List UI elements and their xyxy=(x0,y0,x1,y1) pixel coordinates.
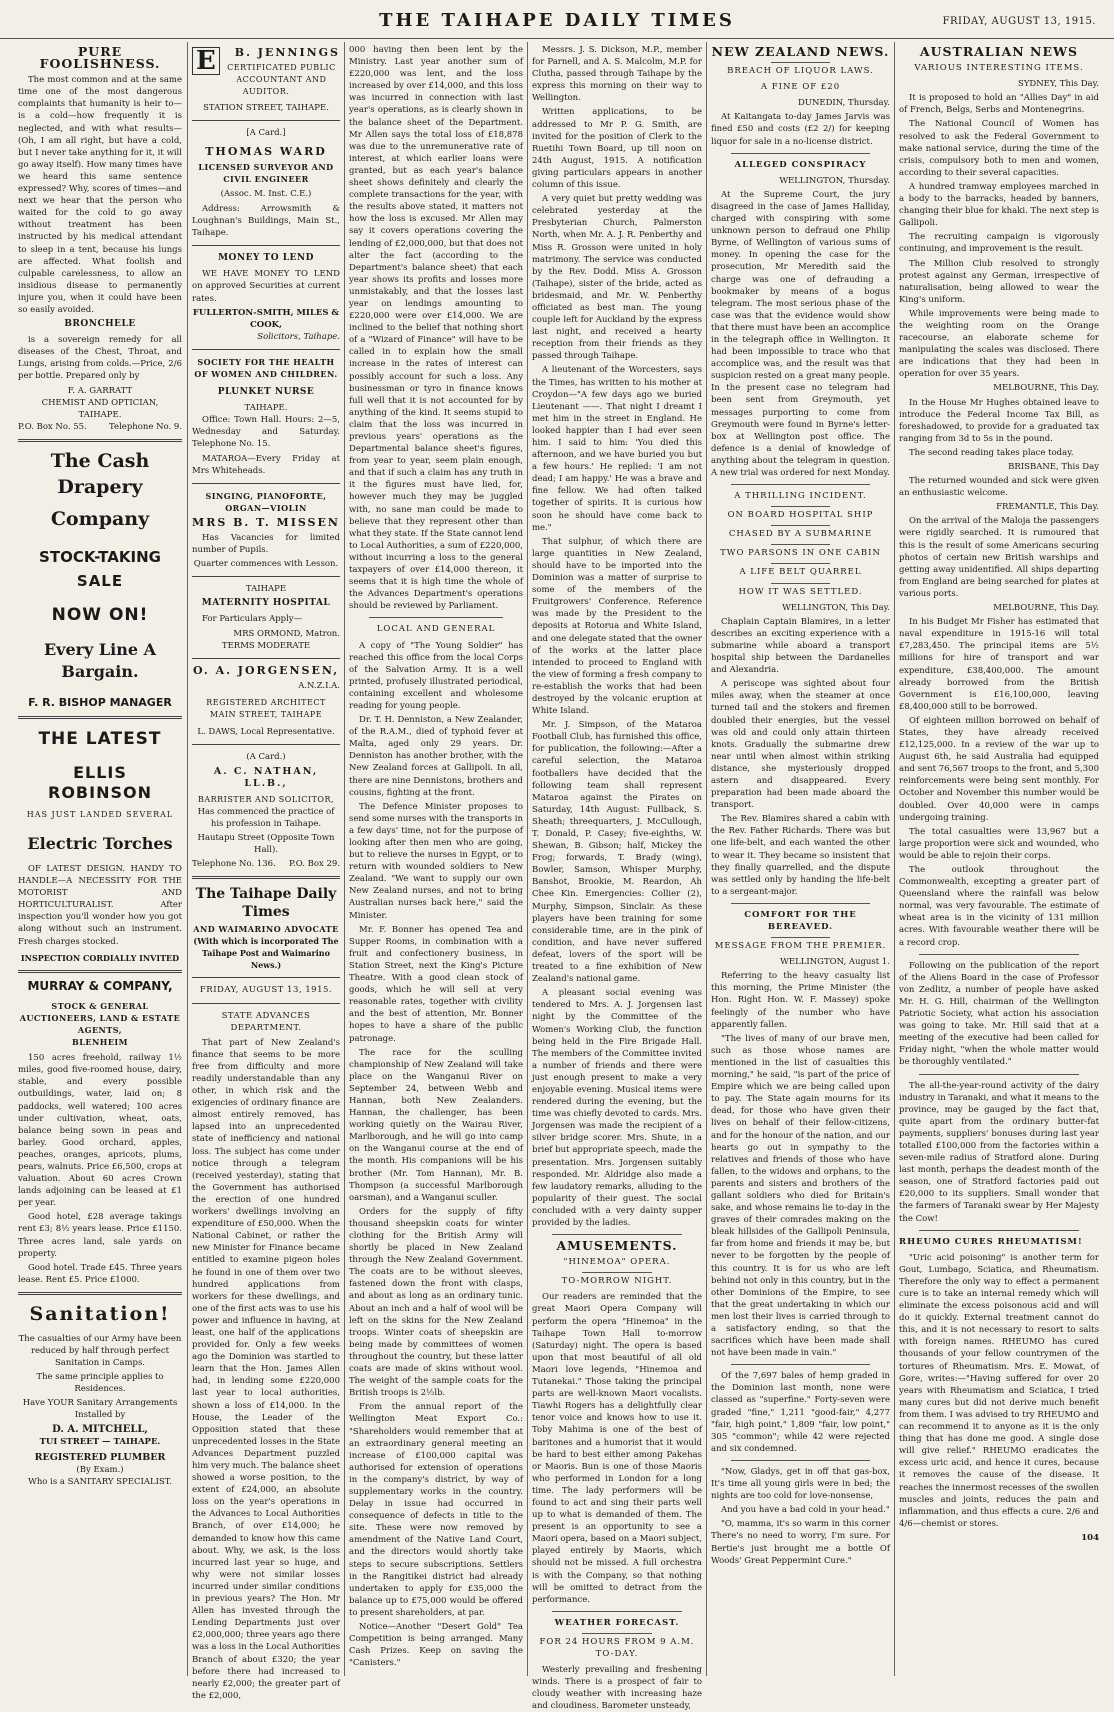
mitchell-exam: (By Exam.) xyxy=(76,1464,124,1475)
wellington-dateline-3: WELLINGTON, August 1. xyxy=(780,957,890,968)
wellington-dateline-1: WELLINGTON, Thursday. xyxy=(779,175,890,186)
nz-item-1: At Kaitangata to-day James Jarvis was fined £50 and costs (£2 2/) for keeping liquor for sale in a no-license district. xyxy=(711,112,890,147)
local-item-4: Mr. F. Bonner has opened Tea and Supper Rooms, in combination with a fruit and confectionery business, in Station Street, next the King's Picture Theatre. With a good clean stock of goods, which he will sell at very reasonable rates, together with civility and the best of attention, Mr. Bonner hopes to have a share of the public patronage. xyxy=(349,924,523,1044)
chemist-phone: Telephone No. 9. xyxy=(109,421,182,432)
divider xyxy=(369,617,503,618)
column-rule xyxy=(187,42,188,1676)
column-rule xyxy=(706,42,707,1676)
divider xyxy=(192,977,340,978)
aus-item-6: While improvements were being made to the weighting room on the Orange racecourse, an elaborate scheme for manipulating the scales was disclosed. There are indications that they had been in operation for over 35 years. xyxy=(899,308,1099,380)
electric-torches: Electric Torches xyxy=(27,834,173,853)
hinemoa-body: Our readers are reminded that the great Maori Opera Company will perform the opera "Hinemoa" in the Taihape Town Hall to-morrow (Saturday) night. The opera is based upon that most beautiful of all old Maori love legends, "Hinemoa and Tutanekai." Those taking the principal parts are well-known Maori vocalists. Tiawhi Rogers has a delightfully clear tenor voice and knows how to use it. Toby Mahima is one of the best of baritones and a humorist that it would be hard to best either among Pakehas or Maoris. Bun is one of those Maoris who performed in London for a long time. The lady performers will be found to act and sing their parts well up to what is demanded of them. The present is an opportunity to see a Maori opera, based on a Maori subject, played entirely by Maoris, which should not be missed. A full orchestra is with the Company, so that nothing will be omitted to detract from the performance. xyxy=(532,1292,702,1605)
mitchell-name: D. A. MITCHELL, xyxy=(52,1423,148,1435)
aus-item-4: The recruiting campaign is vigorously continuing, and improvement is the result. xyxy=(899,232,1099,255)
divider xyxy=(582,1272,652,1273)
local-item-13: That sulphur, of which there are large quantities in New Zealand, should have to be imported into the Dominion was a matter of surprise to some of the members of the Fruitgrowers' Conference. Reference was made by the President to the deposits at Rotorua and White Island, and one delegate stated that the owner of the works at the latter place intended to proceed to England with the view of forming a fresh company to re-establish the works that had been destroyed by the volcanic eruption at White Island. xyxy=(532,536,702,717)
tomorrow-heading: TO-MORROW NIGHT. xyxy=(561,1276,673,1287)
breach-heading: BREACH OF LIQUOR LAWS. xyxy=(727,66,874,77)
comfort-heading: COMFORT FOR THE BEREAVED. xyxy=(744,909,857,932)
local-item-5: The race for the sculling championship of New Zealand will take place on the Wanganui River on September 24, between Webb and Hannan, both New Zealanders. Hannan, the challenger, has been working quietly on the Wairau River, Marlborough, and he will go into camp on the Wanganui course at the end of the month. His companions will be his brother (Mr. Tom Hannan), Mr. B. Thompson (a successful Marlborough oarsman), and a Wanganui sculler. xyxy=(349,1047,523,1203)
jorgensen-cred: A.N.Z.I.A. xyxy=(298,680,340,691)
nz-item-3: Chaplain Captain Blamires, in a letter describes an exciting experience with a submarine while aboard a transport hospital ship between the Dardanelles and Alexandria. xyxy=(711,616,890,676)
paper-date: FRIDAY, AUGUST 13, 1915. xyxy=(199,985,333,996)
column-5 xyxy=(711,44,890,1674)
aus-item-2: The National Council of Women has resolved to ask the Federal Government to make national service, during the time of the crisis, compulsory both to men and women, according to their several capacities. xyxy=(899,119,1099,178)
state-advances-heading: STATE ADVANCES DEPARTMENT. xyxy=(221,1010,311,1033)
maternity-matron: MRS ORMOND, Matron. xyxy=(233,628,340,639)
plunket-body-2: MATAROA—Every Friday at Mrs Whiteheads. xyxy=(192,453,340,476)
divider xyxy=(192,483,340,484)
sanitation-body-2: The same principle applies to Residences. xyxy=(36,1372,164,1395)
dunedin-dateline: DUNEDIN, Thursday. xyxy=(797,98,890,109)
cash-drapery-manager: F. R. BISHOP MANAGER xyxy=(28,695,172,709)
nathan-title: BARRISTER AND SOLICITOR, xyxy=(197,794,335,804)
melbourne-dateline-2: MELBOURNE, This Day. xyxy=(993,603,1099,614)
aus-item-16: The all-the-year-round activity of the dairy industry in Taranaki, and what it means to the province, may be gauged by the fact that, quite apart from the ordinary butter-fat payments, suppliers' bonuses during last year totalled £100,000 from the factories within a seven-mile radius of Stratford alone. During last month, perhaps the deadest month of the season, one of Stratford factories paid out £20,000 to its suppliers. Small wonder that the farmers of Taranaki swear by Her Majesty the Cow! xyxy=(899,1080,1099,1224)
australian-news-heading: AUSTRALIAN NEWS xyxy=(919,44,1079,59)
aus-item-12: Of eighteen million borrowed on behalf of States, they have already received £12,125,000. In a review of the war up to August 6th, he said Australia had equipped and sent 76,567 troops to the front, and 5,300 reinforcements were being sent monthly. For October and November this number would be doubled. Over 40,000 were in camps undergoing training. xyxy=(899,715,1099,823)
mitchell-reg: REGISTERED PLUMBER xyxy=(34,1451,166,1463)
latest-heading: THE LATEST xyxy=(38,728,162,749)
bronchele-body: is a sovereign remedy for all diseases of the Chest, Throat, and Lungs, arising from colds.—Price, 2/6 per bottle. Prepared only by xyxy=(18,335,182,382)
nz-news-heading: NEW ZEALAND NEWS. xyxy=(711,44,890,59)
divider xyxy=(731,1364,870,1365)
chemist-town: TAIHAPE. xyxy=(78,409,122,420)
divider xyxy=(192,1003,340,1004)
local-item-8: Notice—Another "Desert Gold" Tea Competition is being arranged. Many Cash Prizes. Keep on saving the "Canisters." xyxy=(349,1622,523,1669)
jennings-card xyxy=(192,47,340,98)
paper-note: (With which is incorporated The Taihape Post and Waimarino News.) xyxy=(193,936,339,971)
divider xyxy=(192,245,340,246)
singing-body: Has Vacancies for limited number of Pupils. xyxy=(192,533,340,556)
column-2 xyxy=(192,44,340,1701)
folio-number: 104 xyxy=(1081,1532,1099,1543)
nathan-contact xyxy=(192,858,340,870)
column-4 xyxy=(532,44,702,1712)
money-body: WE HAVE MONEY TO LEND on approved Securities at current rates. xyxy=(192,269,340,304)
nz-item-7: "The lives of many of our brave men, such as those whose names are mentioned in the list of casualties this morning," he said, "is part of the price of Empire which we are being called upon to pay. The State again mourns for its dead, for those who have given their lives on behalf of their fellow-citizens, and for the honour of the nation, and our hearts go out in sympathy to the relatives and friends of those who have fallen, to the widows and orphans, to the parents and sisters and brothers of the gallant soldiers who died for Britain's sake, and whose remains lie to-day in the graves of their comrades making on the bleak hillsides of the Gallipoli Peninsula, far from home and friends it may be, but never to be forgotten by the people of this country. It is for us who are left behind not only in this country, but in the other Dominions of the Empire, to see that the great undertaking in which our men lost their lives is carried through to a satisfactory ending, so that the sacrifices which have been made shall not have been made in vain." xyxy=(711,1033,890,1359)
jorgensen-rep: L. DAWS, Local Representative. xyxy=(197,727,335,738)
divider xyxy=(919,1074,1079,1075)
singing-heading: SINGING, PIANOFORTE, ORGAN—VIOLIN xyxy=(205,490,327,513)
ward-name: THOMAS WARD xyxy=(205,144,327,158)
missen-name: MRS B. T. MISSEN xyxy=(192,515,340,529)
masthead xyxy=(0,8,1114,39)
latest-landed: HAS JUST LANDED SEVERAL xyxy=(26,809,174,819)
jennings-name: B. JENNINGS xyxy=(234,46,340,59)
divider xyxy=(18,716,182,719)
murray-body-2: Good hotel, £28 average takings rent £3; 8½ years lease. Price £1150. Three acres land, sale yards on property. xyxy=(18,1212,182,1259)
society-heading: SOCIETY FOR THE HEALTH OF WOMEN AND CHILDREN. xyxy=(194,356,338,379)
nathan-phone: Telephone No. 136. xyxy=(192,858,276,869)
column-rule xyxy=(344,42,345,1676)
australian-sub-heading: VARIOUS INTERESTING ITEMS. xyxy=(914,63,1084,74)
pure-foolishness-heading: PURE FOOLISHNESS. xyxy=(39,44,161,72)
aus-item-5: The Million Club resolved to strongly protest against any German, irrespective of naturalisation, being allowed to wear the King's uniform. xyxy=(899,258,1099,305)
aus-item-1: It is proposed to hold an "Allies Day" in aid of French, Belgs, Serbs and Montenegrins. xyxy=(899,93,1099,116)
mitchell-tail: Who is a SANITARY SPECIALIST. xyxy=(28,1476,172,1487)
local-item-14: Mr. J. Simpson, of the Mataroa Football Club, has furnished this office, for publication, the following:—After a careful selection, the Mataroa footballers have decided that the following team shall represent Mataroa against the Pirates on Saturday, 14th August: Fullback, S. Sheath; threequarters, J. McCullough, T. Donald, P. Casey; five-eighths, W. Shewan, B. Gibson; half, Mickey the Frog; forwards, T. Brady (wing), Bowler, Samson, Whisper Murphy, Banshot, Brookie, M. Reardon, Ah Chee Kin. Emergencies: Collier (2), Murphy, Simpson, Sinclair. As these players have been training for some considerable time, are in the pink of condition, and have never suffered defeat, lovers of the sport will be treated to a fine exhibition of New Zealand's national game. xyxy=(532,720,702,985)
sanitation-body-3: Have YOUR Sanitary Arrangements Installed by xyxy=(22,1398,178,1421)
maternity-town: TAIHAPE xyxy=(245,584,287,595)
divider xyxy=(192,120,340,121)
wellington-dateline-2: WELLINGTON, This Day. xyxy=(782,602,890,613)
cash-drapery-stocktaking: STOCK-TAKING xyxy=(39,547,161,566)
column-rule xyxy=(894,42,895,1676)
local-item-11: A very quiet but pretty wedding was celebrated yesterday at the Presbyterian Church, Palmerston North, when Mr. A. J. R. Penberthy and Miss R. Grosson were united in holy matrimony. The service was conducted by the Rev. Dodd. Miss A. Grosson (Taihape), sister of the bride, acted as bridesmaid, and Mr. W. Penberthy officiated as best man. The young couple left for Auckland by the express last night, and received a hearty reception from their friends as they passed through Taihape. xyxy=(532,194,702,362)
ward-card-label: [A Card.] xyxy=(246,128,286,139)
rheumo-heading: RHEUMO CURES RHEUMATISM! xyxy=(899,1236,1083,1247)
money-firm: FULLERTON-SMITH, MILES & COOK, xyxy=(192,307,340,330)
aus-item-3: A hundred tramway employees marched in a body to the barracks, headed by banners, changing their blue for khaki. The next step is Gallipoli. xyxy=(899,181,1099,229)
maternity-body: For Particulars Apply— xyxy=(202,614,303,625)
jorgensen-title: REGISTERED ARCHITECT xyxy=(206,697,326,707)
ward-title: LICENSED SURVEYOR AND CIVIL ENGINEER xyxy=(198,161,334,184)
local-item-12: A lieutenant of the Worcesters, says the Times, has written to his mother at Croydon—"A few days ago we buried Lieutenant ——. That night I dreamt I met him in the street in England. He looked happier than I had ever seen him. I said to him: 'You died this afternoon, and we have buried you but a few hours.' He replied: 'I am not dead; I am happy.' He was a brave and fine fellow. We had often talked together of spirits. It is curious how soon he should have come back to me." xyxy=(532,365,702,533)
latest-invite: INSPECTION CORDIALLY INVITED xyxy=(20,952,180,963)
weather-body: Westerly prevailing and freshening winds. There is a prospect of fair to cloudy weather with increasing haze and cloudiness. Barometer unsteady, xyxy=(532,1665,702,1712)
cash-drapery-bargain: Every Line A Bargain. xyxy=(43,639,157,681)
cash-drapery-line1: The Cash Drapery xyxy=(50,449,150,498)
nathan-box: P.O. Box 29. xyxy=(289,858,340,869)
amusements-heading: AMUSEMENTS. xyxy=(556,1238,678,1254)
chemist-contact xyxy=(18,421,182,433)
murray-sub: STOCK & GENERAL AUCTIONEERS, LAND & ESTATE AGENTS, xyxy=(19,1000,181,1035)
nz-item-2: At the Supreme Court, the jury disagreed in the case of James Halliday, charged with conspiring with some unknown person to defraud one Philip Byrne, of Wellington of various sums of money. In opening the case for the prosecution, Mr Meredith said the charge was one of defrauding a bookmaker by means of a bogus telegram. The most serious phase of the case was that the evidence would show that there must have been an accomplice in the telegraph office in Wellington. It had been impossible to trace who that accomplice was, and the result was that suspicion rested on a great many people. In the present case no telegram had been sent from Greymouth, yet messages purporting to come from Greymouth were found in Byrne's letter-box at Wellington post office. The defence is a denial of knowledge of anything about the telegram in question. A new trial was ordered for next Monday. xyxy=(711,189,890,478)
hinemoa-heading: "HINEMOA" OPERA. xyxy=(563,1257,671,1268)
jennings-title: CERTIFICATED PUBLIC ACCOUNTANT AND AUDITOR. xyxy=(227,63,336,97)
nz-item-8: Of the 7,697 bales of hemp graded in the Dominion last month, none were classed as "superfine." Forty-seven were graded "fine," 1,211 "good-fair," 4,277 "fair, high point," 1,809 "fair, low point," 305 "common"; while 42 were rejected and six condemned. xyxy=(711,1371,890,1454)
murray-company: MURRAY & COMPANY, xyxy=(27,978,173,993)
column-3 xyxy=(349,44,523,1674)
fremantle-dateline: FREMANTLE, This Day. xyxy=(996,502,1099,513)
divider xyxy=(731,903,870,904)
aus-item-7: In the House Mr Hughes obtained leave to introduce the Federal Income Tax Bill, as foreshadowed, to provide for a graduated tax ranging from 3d to 5s in the pound. xyxy=(899,397,1099,444)
plunket-body: Office: Town Hall. Hours: 2—5, Wednesday and Saturday. Telephone No. 15. xyxy=(192,415,340,450)
state-advances-continued: 000 having then been lent by the Ministry. Last year another sum of £220,000 was lent, and the loss increased by over £14,000, and this loss was incurred in connection with last year's operations, as is clearly shown in the balance sheet of the Department. Mr Allen says the total loss of £18,878 was due to the unremunerative rate of interest, at which earlier loans were granted, but as each year's balance sheet shows definitely and clearly the complete transactions for the year, with the results above stated, it matters not how the loss is excused. Mr Allen may say it covers operations covering the lending of £2,000,000, but that does not alter the fact (according to the Department's balance sheet) that each year shows its profits and losses more unmistakably, and that the losses last year on lendings amounting to £220,000 were over £14,000. We are inclined to the belief that nothing short of a "Wizard of Finance" will have to be called in to explain how the small increase in the rates of interest can possibly account for such a loss. Any businessman or tyro in finance knows full well that it is not accounted for by anything of the kind. It seems stupid to claim that the loss was incurred in previous years' operations as the Departmental balance sheet's figures, from year to year, seem plain enough, and that if such a claim has any truth in it the figures must have lied, for, however much they may be juggled with, no sane man could be made to believe that they represent other than what they state. If the State cannot lend to Local Authorities, a sum of £220,000, without incurring a loss to the general taxpayers of over £14,000 thereon, it seems that it is high time the whole of the Advances Department's operations should be reviewed by Parliament. xyxy=(349,45,524,612)
plunket-nurse: PLUNKET NURSE xyxy=(217,387,315,398)
ellis-robinson: ELLIS ROBINSON xyxy=(48,762,152,802)
divider xyxy=(771,544,830,545)
jennings-dropcap: E xyxy=(192,47,220,75)
local-item-10: Written applications, to be addressed to Mr P. G. Smith, are invited for the position of Clerk to the Ruetihi Town Board, up till noon on 24th August, 1915. A notification giving particulars appears in another column of this issue. xyxy=(532,107,702,191)
aus-item-8: The second reading takes place today. xyxy=(909,447,1074,458)
nathan-card-label: (A Card.) xyxy=(246,752,286,763)
divider xyxy=(552,1234,682,1235)
alleged-heading: ALLEGED CONSPIRACY xyxy=(734,159,867,170)
weather-hours: FOR 24 HOURS FROM 9 A.M. TO-DAY. xyxy=(539,1636,695,1659)
divider xyxy=(552,1611,682,1612)
money-role: Solicitors, Taihape. xyxy=(257,331,340,342)
peppermint-verse-2: And you have a bad cold in your head." xyxy=(721,1505,890,1516)
local-item-15: A pleasant social evening was tendered to Mrs. A. J. Jorgensen last night by the Committee of the Women's Working Club, the function being held in the Fire Brigade Hall. The members of the Committee invited a number of friends and there were just enough present to make a very enjoyable evening. Musical items were rendered during the evening, but the time was chiefly devoted to cards. Mrs. Jorgensen was made the recipient of a silver bridge scorer. Mrs. Shute, in a brief but appropriate speech, made the presentation. Mrs. Jorgensen suitably responded. Mr. Aldridge also made a few laudatory remarks, alluding to the popularity of their guest. The social concluded with a very dainty supper provided by the ladies. xyxy=(532,988,702,1228)
divider xyxy=(192,658,340,659)
nz-item-6: Referring to the heavy casualty list this morning, the Prime Minister (the Hon. Right Hon. W. F. Massey) spoke feelingly of the number who have apparently fallen. xyxy=(711,971,890,1030)
weather-heading: WEATHER FORECAST. xyxy=(554,1617,680,1628)
nathan-addr: Hautapu Street (Opposite Town Hall). xyxy=(197,832,335,855)
divider xyxy=(192,349,340,350)
column-6 xyxy=(899,44,1099,1674)
brisbane-dateline: BRISBANE, This Day xyxy=(1008,462,1099,472)
local-item-6: Orders for the supply of fifty thousand sheepskin coats for winter clothing for the British Army will shortly be placed in New Zealand through the New Zealand Government. The coats are to be without sleeves, fastened down the front with clasps, and about as long as an ordinary tunic. About an inch and a half of wool will be left on the skins for the New Zealand troops. Winter coats of sheepskin are being made by committees of women throughout the country, but these latter coats are made of skins without wool. The weight of the sample coats for the British troops is 2½lb. xyxy=(349,1206,523,1399)
aus-item-14: The outlook throughout the Commonwealth, excepting a greater part of Queensland where the rainfall was below normal, was very favourable. The estimate of wheat area is in the vicinity of 131 million acres. With favourable weather there will be a record crop. xyxy=(899,865,1099,948)
nz-item-4: A periscope was sighted about four miles away, when the steamer at once turned tail and the stokers and firemen doubled their energies, but the vessel was old and could only attain thirteen knots. Gradually the submarine drew near until when almost within striking distance, she mysteriously dropped astern and disappeared. Every preparation had been made aboard the transport. xyxy=(711,679,890,811)
column-rule xyxy=(527,42,528,1676)
submarine-heading: CHASED BY A SUBMARINE xyxy=(728,529,873,540)
fine-heading: A FINE OF £20 xyxy=(760,82,841,93)
murray-body-3: Good hotel. Trade £45. Three years lease. Rent £5. Price £1000. xyxy=(18,1262,182,1285)
local-item-3: The Defence Minister proposes to send some nurses with the transports in a few days' time, not for the purpose of looking after then men who are going, but to relieve the nurses in Egypt, or to return with wounded soldiers to New Zealand. "We want to supply our own New Zealand nurses, and not to bring Australian nurses back here," said the Minister. xyxy=(349,801,523,921)
aus-item-13: The total casualties were 13,967 but a large proportion were sick and wounded, who would be able to rejoin their corps. xyxy=(899,826,1099,861)
local-general-heading: LOCAL AND GENERAL xyxy=(376,624,496,635)
maternity-terms: TERMS MODERATE xyxy=(221,640,311,651)
divider xyxy=(771,563,830,564)
money-heading: MONEY TO LEND xyxy=(218,253,314,264)
divider xyxy=(771,583,830,584)
peppermint-verse-3: "O, mamma, it's so warm in this corner There's no need to worry, I'm sure. For Bertie's just brought me a bottle Of Woods' Great Peppermint Cure." xyxy=(711,1519,890,1566)
premier-heading: MESSAGE FROM THE PREMIER. xyxy=(714,941,887,952)
ward-addr: Address: Arrowsmith & Loughnan's Buildings, Main St., Taihape. xyxy=(192,203,340,239)
divider xyxy=(18,439,182,442)
divider xyxy=(731,153,870,154)
murray-body-1: 150 acres freehold, railway 1½ miles, good five-roomed house, dairy, stable, and every possible outbuildings, water, laid on; 8 paddocks, well watered; 100 acres under cultivation, wheat, oats, balance being sown in peas and barley. Good orchard, apples, peaches, oranges, apricots, plums, pears, walnuts. Price £6,500, crops at valuation. About 60 acres Crown lands adjoining can be leased at £1 per year. xyxy=(18,1053,182,1209)
sanitation-heading: Sanitation! xyxy=(29,1302,171,1325)
issue-date: FRIDAY, AUGUST 13, 1915. xyxy=(942,16,1096,27)
melbourne-dateline-1: MELBOURNE, This Day. xyxy=(993,383,1099,394)
thrilling-heading: A THRILLING INCIDENT. xyxy=(734,491,867,502)
divider xyxy=(919,954,1079,955)
jennings-addr: STATION STREET, TAIHAPE. xyxy=(203,103,329,114)
pure-foolishness-body: The most common and at the same time one of the most dangerous complaints that humanity is heir to—is a cold—how frequently it is neglected, and with what results—(Oh, I am all right, but have a cold, but I never take anything for it, it will go away itself). How many times have we heard this same sentence expressed? Why, scores of times—and next we hear that the person who waited for the cold to go away without treatment has been instructed by his medical attendant to sleep in a tent, because his lungs are affected. What foolish and culpable carelessness, to allow an insidious disease to permanently injure you, when it could have been so easily avoided. xyxy=(18,75,182,315)
ward-assoc: (Assoc. M. Inst. C.E.) xyxy=(220,188,312,199)
divider xyxy=(18,1292,182,1295)
hospital-ship-heading: ON BOARD HOSPITAL SHIP xyxy=(727,510,874,521)
cash-drapery-now-on: NOW ON! xyxy=(51,604,149,625)
maternity-heading: MATERNITY HOSPITAL xyxy=(201,598,331,609)
aus-item-11: In his Budget Mr Fisher has estimated that naval expenditure in 1915-16 will total £7,283,450. The principal items are 5½ millions for hire of transport and war expenditure, £38,400,000. The amount already borrowed from the British Government is £16,100,000, leaving £8,400,000 still to be borrowed. xyxy=(899,617,1099,712)
divider xyxy=(582,1633,652,1634)
sanitation-body: The casualties of our Army have been reduced by half through perfect Sanitation in Camps. xyxy=(18,1333,182,1369)
rheumo-body: "Uric acid poisoning" is another term for Gout, Lumbago, Sciatica, and Rheumatism. Therefore the only way to effect a permanent cure is to take an internal remedy which will eliminate the excess poisonous acid and will do it quickly. External treatment cannot do this, and it is not necessary to resort to salts with foreign names. RHEUMO has cured thousands of your fellow countrymen of the tortures of Rheumatism. Mrs. E. Mowat, of Gore, writes:—"Having suffered for over 20 years with Rheumatism and Sciatica, I tried many cures but did not derive much benefit from them. I was advised to try RHEUMO and can recommend it to anyone as it is the only thing that has done me good. A single dose will give relief." RHEUMO eradicates the excess uric acid, and hence it cures, because it removes the cause of the disease. It reaches the innermost recesses of the swollen muscles and joints, reduces the pain and inflammation, and thus effects a cure. 2/6 and 4/6—chemist or stores. xyxy=(899,1252,1099,1529)
aus-item-10: On the arrival of the Maloja the passengers were rigidly searched. It is rumoured that this is the result of some Americans securing photos of certain new British warships and getting away unidentified. All ships departing from England are being searched for plates at various ports. xyxy=(899,516,1099,599)
divider xyxy=(731,1460,870,1461)
local-item-7: From the annual report of the Wellington Meat Export Co.: "Shareholders would remember that at an extraordinary general meeting an increase of £100,000 capital was authorised for extension of operations in the company's district, by way of supplementary works in the country. Delay in issue had occurred in consequence of defects in title to the site. These were now removed by amendment of the Native Land Court, and the directors would shortly take steps to secure subscriptions. Settlers in the Rangitikei district had already undertaken to apply for £35,000 the balance up to £75,000 would be offered to present shareholders, at par. xyxy=(349,1402,523,1618)
chemist-name: F. A. GARRATT xyxy=(67,385,133,396)
aus-item-15: Following on the publication of the report of the Aliens Board in the case of Professor von Zedlitz, a number of people have asked Mr. H. G. Hill, chairman of the Wellington Patriotic Society, what action his association was going to take. Mr. Hill said that at a meeting of the executive had been called for Friday night, "when the whole matter would be thoroughly ventilated." xyxy=(899,960,1099,1068)
divider xyxy=(771,525,830,526)
paper-name: The Taihape Daily Times xyxy=(195,886,337,921)
sydney-dateline: SYDNEY, This Day. xyxy=(1018,79,1099,90)
local-item-2: Dr. T. H. Denniston, a New Zealander, of the R.A.M., died of typhoid fever at Malta, aged only 29 years. Dr. Denniston has another brother, with the New Zealand forces at Gallipoli. In all, there are nine Dennistons, brothers and cousins, fighting at the front. xyxy=(349,715,523,798)
jorgensen-addr: MAIN STREET, TAIHAPE xyxy=(209,710,323,720)
column-1 xyxy=(18,44,182,1674)
divider xyxy=(192,744,340,745)
plunket-town: TAIHAPE. xyxy=(244,403,288,414)
chemist-pobox: P.O. Box No. 55. xyxy=(18,421,87,432)
nathan-body: Has commenced the practice of his profession in Taihape. xyxy=(197,806,335,829)
nathan-name: A. C. NATHAN, LL.B., xyxy=(213,766,319,790)
local-item-1: A copy of "The Young Soldier" has reached this office from the local Corps of the Salvation Army. It is a well printed, profusely illustrated periodical, containing excellent and wholesome reading for young people. xyxy=(349,640,523,711)
aus-item-9: The returned wounded and sick were given an enthusiastic welcome. xyxy=(899,476,1099,499)
divider xyxy=(731,484,870,485)
life-belt-heading: A LIFE BELT QUARREL xyxy=(739,567,862,578)
latest-body: OF LATEST DESIGN. HANDY TO HANDLE—A NECESSITY FOR THE MOTORIST AND HORTICULTURALIST. After inspection you'll wonder how you got along without such an instrument. Fresh charges stocked. xyxy=(18,864,182,947)
paper-sub: AND WAIMARINO ADVOCATE xyxy=(193,924,339,935)
newspaper-title: THE TAIHAPE DAILY TIMES xyxy=(379,10,735,31)
chemist-title: CHEMIST AND OPTICIAN, xyxy=(41,397,159,408)
local-item-9: Messrs. J. S. Dickson, M.P., member for Parnell, and A. S. Malcolm, M.P. for Clutha, passed through Taihape by the express this morning on their way to Wellington. xyxy=(532,45,702,104)
peppermint-verse-1: "Now, Gladys, get in off that gas-box, It's time all young girls were in bed; the nights are too cold for love-nonsense, xyxy=(711,1466,890,1502)
divider xyxy=(771,937,830,938)
singing-body-2: Quarter commences with Lesson. xyxy=(193,559,339,570)
settled-heading: HOW IT WAS SETTLED. xyxy=(738,586,863,597)
divider xyxy=(771,506,830,507)
two-parsons-heading: TWO PARSONS IN ONE CABIN xyxy=(720,548,881,559)
bronchele-heading: BRONCHELE xyxy=(64,319,136,330)
divider xyxy=(192,876,340,879)
cash-drapery-line2: Company xyxy=(50,507,150,530)
mitchell-addr: TUI STREET — TAIHAPE. xyxy=(39,1436,161,1447)
murray-town: BLENHEIM xyxy=(71,1037,129,1048)
divider xyxy=(919,1230,1079,1231)
cash-drapery-sale: SALE xyxy=(76,571,124,590)
jorgensen-name: O. A. JORGENSEN, xyxy=(192,663,340,677)
nz-item-5: The Rev. Blamires shared a cabin with the Rev. Father Richards. There was but one life-belt, and each wanted the other to wear it. They became so insistent that they finally quarrelled, and the dispute was settled only by handing the life-belt to a sergeant-major. xyxy=(711,814,890,897)
divider xyxy=(18,970,182,973)
divider xyxy=(771,62,830,63)
divider xyxy=(192,576,340,577)
state-advances-body: That part of New Zealand's finance that seems to be more free from difficulty and more readily understandable than any other, in which risk and the exigencies of ordinary finance are almost entirely removed, has lapsed into an unprecedented state of inefficiency and national loss. The subject has come under notice through a telegram (received yesterday), stating that the Government has authorised the erection of one hundred workers' dwellings involving an expenditure of £50,000. When the National Cabinet, or rather the new Minister for Finance became entitled to examine pigeon holes he found in one of them over two hundred applications from workers for these dwellings, and one of the first acts was to use his power and influence in having, at least, one half of the applications provided for. Only a few weeks ago the Dominion was startled to learn that the Hon. James Allen had, in lending some £220,000 last year to local authorities, shown a loss of £14,000. In the House, the Leader of the Opposition stated that these unprecedented losses in the State Advances Department puzzled him very much. The balance sheet showed a worse position, to the extent of £24,000, an absolute loss on the year's operations in the Advances to Local Authorities Branch, of over £14,000; he demanded to know how this came about. Why, we ask, is the loss incurred last year so huge, and why were not similar losses incurred under similar conditions in previous years? The Hon. Mr Allen has invested through the Lending Departments just over £2,000,000; three years ago there was a loss in the Local Authorities Branch of about £320; the year before there had increased to nearly £2,000; the greater part of the £2,000, xyxy=(192,1037,340,1701)
